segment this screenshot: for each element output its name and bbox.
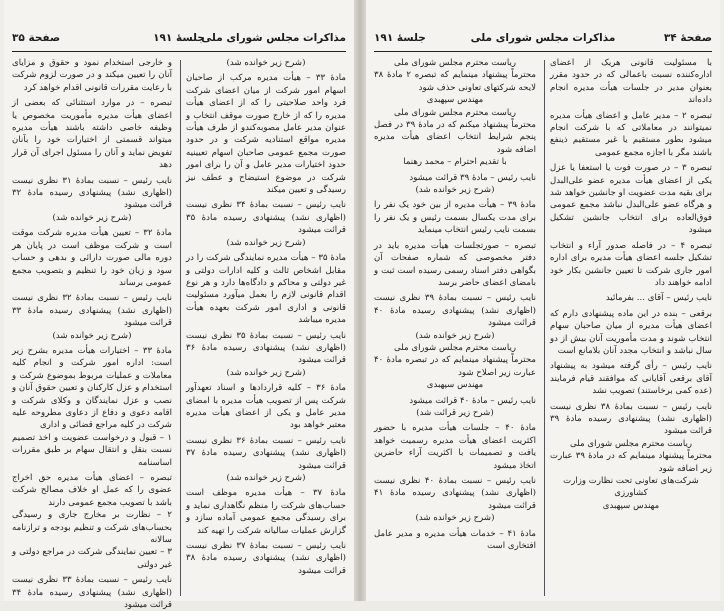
- paragraph: (شرح زیر خوانده شد): [415, 513, 495, 524]
- paragraph: (شرح زیر خوانده شد): [415, 330, 495, 341]
- paragraph: تبصره – اعضای هیأت مدیره حق اخراج عضوی را که عمل او خلاف مصالح شرکت باشد با تصویب مجمع عمومی دارند: [12, 473, 172, 508]
- right-page-number: صفحهٔ ۳۴: [663, 32, 712, 44]
- left-column-divider: [180, 60, 181, 596]
- left-page-column-1: [186, 57, 346, 597]
- paragraph: نایب رئیس – نسبت بمادهٔ ۳۳ نظری نیست (اظهاری نشد) پیشنهادی رسیده مادهٔ ۳۴ قرائت میشود: [12, 575, 172, 611]
- paragraph: و خارجی استخدام نمود و حقوق و مزایای آنان را تعیین میکند و در صورت لزوم شرکت با رعایت مقررات قانونی اقدام خواهد کرد: [12, 58, 172, 93]
- paragraph: ریاست محترم مجلس شورای ملی: [394, 342, 516, 353]
- paragraph: ۲ – نظارت بر مخارج جاری و رسیدگی بحساب‌های شرکت و تنظیم بودجه و ترازنامه سالانه: [12, 510, 172, 546]
- paragraph: تبصره – صورتجلسات هیأت مدیره باید در دفتر مخصوصی که شماره صفحات آن بگواهی دفتر اسناد رسمی رسیده است ثبت و بامضای اعضای حاضر برسد: [374, 240, 536, 288]
- paragraph: شرکت‌های تعاونی تحت نظارت وزارت کشاورزی: [563, 476, 699, 499]
- right-page-title: مذاکرات مجلس شورای ملی: [470, 32, 616, 44]
- paragraph: (شرح زیر خوانده شد): [415, 185, 495, 196]
- paragraph: تبصره ۲ – مدیر عامل و اعضای هیأت مدیره نمیتوانند در معاملاتی که با شرکت انجام میشود بطور مستقیم یا غیر مستقیم ذینفع باشند مگر با اجازه مجمع عمومی: [550, 110, 712, 158]
- paragraph: نایب رئیس – نسبت بمادهٔ ۳۸ نظری نیست (اظهاری نشد) پیشنهادی رسیده مادهٔ ۳۹ قرائت میشود: [550, 401, 712, 437]
- paragraph: مادهٔ ۳۷ – هیأت مدیره موظف است حساب‌های شرکت را منظم نگاهداری نماید و برای رسیدگی مجمع عمومی آماده سازد و گزارش عملیات سالیانه شرکت را تهیه کند: [186, 488, 346, 536]
- paragraph: محترماً پیشنهاد مینمایم که در تبصره مادهٔ ۴۰ عبارت زیر اصلاح شود: [374, 355, 536, 378]
- paragraph: محترماً پیشنهاد مینمایم که در مادهٔ ۳۹ عبارت زیر اضافه شود: [550, 451, 713, 474]
- paragraph: نایب رئیس – نسبت بمادهٔ ۳۶ نظری نیست (اظهاری نشد) پیشنهادی رسیده مادهٔ ۳۷ قرائت میشود: [186, 435, 346, 471]
- paragraph: برقعی – بنده در این ماده پیشنهادی دارم که اعضای هیأت مدیره از میان صاحبان سهام انتخاب شوند و مدت مأموریت آنان بیش از دو سال نباشد و انتخاب مجدد آنان بلامانع است: [550, 308, 712, 356]
- paragraph: (شرح زیر خوانده شد): [52, 330, 132, 341]
- left-page-title: مذاکرات مجلس شورای ملی: [201, 32, 346, 44]
- right-page-header: [374, 32, 712, 50]
- paragraph: نایب رئیس – نسبت بمادهٔ ۳۲ نظری نیست (اظهاری نشد) پیشنهادی رسیده مادهٔ ۳۳ قرائت میشود: [12, 293, 172, 329]
- paragraph: (شرح زیر خوانده شد): [52, 212, 132, 223]
- paragraph: با تقدیم احترام – محمد رهنما: [403, 157, 507, 168]
- paragraph: (شرح زیر خوانده شد): [226, 58, 306, 68]
- paragraph: مهندس سپهبدی: [602, 500, 660, 511]
- paragraph: (شرح زیر خوانده شد): [226, 473, 306, 483]
- paragraph: ۱ – قبول و درخواست عضویت و اخذ تصمیم نسبت بنقل و انتقال سهام بر طبق مقررات اساسنامه: [12, 432, 172, 468]
- paragraph: با مسئولیت قانونی هریک از اعضای اداره‌کننده نسبت باعمالی که در حدود مقرر بعنوان مدیر در جلسات هیأت مدیره انجام داده‌اند: [550, 58, 712, 106]
- paragraph: نایب رئیس – مادهٔ ۴۰ قرائت میشود: [409, 395, 536, 406]
- paragraph: تبصره ۴ – در فاصله صدور آراء و انتخاب تشکیل جلسه اعضای هیأت مدیره برای اداره امور جاری شرکت تا تعیین جانشین بکار خود ادامه خواهند داد: [550, 240, 712, 288]
- paragraph: مادهٔ ۳۳ – اختیارات هیأت مدیره بشرح زیر است: اداره امور شرکت و انجام کلیه معاملات و عملیات مربوط بموضوع شرکت و استخدام و عزل کارکنان و تعیین حقوق آنان و نصب و عزل نمایندگان و وکلای شرکت و اقامه دعوی و دفاع از دعاوی مطروحه علیه شرکت در کلیه مراجع قضائی و اداری: [12, 345, 172, 431]
- paragraph: (شرح زیر قرائت شد): [416, 407, 494, 418]
- paragraph: مادهٔ ۳۵ – هیأت مدیره نمایندگی شرکت را در مقابل اشخاص ثالث و کلیه ادارات دولتی و غیر دولتی و محاکم و دادگاه‌ها دارد و هر نوع اقدام قانونی لازم را بعمل میآورد مسئولیت قانونی و اداری امور شرکت بعهده هیأت مدیره میباشد: [186, 253, 346, 326]
- paragraph: ریاست محترم مجلس شورای ملی: [394, 58, 516, 68]
- paragraph: ریاست محترم مجلس شورای ملی: [570, 438, 692, 449]
- paragraph: نایب رئیس – رأی گرفته میشود به پیشنهاد آقای برقعی آقایانی که موافقند قیام فرمایند (عده کمی برخاستند) تصویب نشد: [550, 361, 712, 397]
- left-page-session: جلسهٔ ۱۹۱: [153, 32, 205, 44]
- paragraph: ریاست محترم مجلس شورای ملی: [394, 107, 516, 118]
- paragraph: مادهٔ ۳۲ – تعیین هیأت مدیره شرکت موقت است و شرکت موظف است در پایان هر دوره مالی صورت دارائی و بدهی و حساب سود و زیان خود را تنظیم و بتصویب مجمع عمومی برساند: [12, 228, 172, 288]
- paragraph: (شرح زیر خوانده شد): [226, 367, 306, 378]
- paragraph: نایب رئیس – مادهٔ ۳۹ قرائت میشود: [409, 172, 536, 183]
- left-header-rule: [12, 51, 346, 52]
- paragraph: نایب رئیس – نسبت بمادهٔ ۳۵ نظری نیست (اظهاری نشد) پیشنهادی رسیده مادهٔ ۳۶ قرائت میشود: [186, 330, 346, 366]
- paragraph: تبصره ۳ – در صورت فوت یا استعفا یا عزل یکی از اعضای هیأت مدیره عضو علی‌البدل برای بقیه مدت عضویت او جانشین خواهد شد و هرگاه عضو علی‌البدل نباشد مجمع عمومی فوق‌العاده برای انتخاب جانشین تشکیل میشود: [550, 163, 712, 236]
- right-page-column-2: [374, 57, 536, 597]
- paragraph: مادهٔ ۳۹ – هیأت مدیره از بین خود یک نفر را برای مدت یکسال بسمت رئیس و یک نفر را بسمت نایب رئیس انتخاب مینماید: [374, 200, 536, 236]
- right-page: [366, 0, 720, 601]
- paragraph: مادهٔ ۳۶ – کلیه قراردادها و اسناد تعهدآور شرکت پس از تصویب هیأت مدیره با امضای مدیر عامل و یکی از اعضای هیأت مدیره معتبر خواهد بود: [186, 383, 346, 431]
- right-page-column-1: [550, 57, 712, 597]
- paragraph: مادهٔ ۴۰ – جلسات هیأت مدیره با حضور اکثریت اعضای هیأت مدیره رسمیت خواهد یافت و تصمیمات با اکثریت آراء حاضرین اتخاذ میشود: [374, 423, 536, 471]
- paragraph: محترماً پیشنهاد مینمایم که تبصره ۲ مادهٔ ۳۸ لایحه شرکتهای تعاونی حذف شود: [374, 70, 537, 93]
- right-header-rule: [374, 51, 712, 52]
- book-gutter: [354, 0, 366, 601]
- paragraph: مادهٔ ۳۳ – هیأت مدیره مرکب از صاحبان اسهام امور شرکت از میان اعضای شرکت فرد واحد صلاحیتی را که از اعضای هیأت مدیره را که از خارج صورت موقف انتخاب و عنوان مدیر عامل مصوبه‌کندو از طرف هیأت مدیره مواقع استنادیه شرکت و در حدود صورت مجمع عمومی صاحبان اسهام تعیینیه حدود اختیارات مدیر عامل و آن را برای امور شرکت در موضوع استیضاح و عطف نیز رسیدگی و تعیین میکند: [186, 73, 346, 196]
- paragraph: ۳ – تعیین نمایندگی شرکت در مراجع دولتی و غیر دولتی: [12, 547, 172, 570]
- left-page: [4, 0, 354, 611]
- paragraph: نایب رئیس – نسبت بمادهٔ ۳۱ نظری نیست (اظهاری نشد) پیشنهادی رسیده مادهٔ ۳۲ قرائت میشود: [12, 175, 172, 211]
- paragraph: مهندس سپهبدی: [426, 95, 484, 106]
- paragraph: نایب رئیس – نسبت بمادهٔ ۴۰ نظری نیست (اظهاری نشد) پیشنهادی رسیده مادهٔ ۴۱ قرائت میشود: [374, 476, 536, 511]
- left-page-column-2: [12, 57, 172, 611]
- paragraph: مادهٔ ۴۱ – خدمات هیأت مدیره و مدیر عامل افتخاری است: [374, 528, 536, 552]
- left-page-number: صفحة ۳۵: [12, 32, 61, 44]
- paragraph: (شرح زیر خوانده شد): [226, 237, 306, 248]
- left-page-header: [12, 32, 346, 50]
- paragraph: نایب رئیس – نسبت بمادهٔ ۳۴ نظری نیست (اظهاری نشد) پیشنهادی رسیده مادهٔ ۳۵ قرائت میشود: [186, 200, 346, 236]
- paragraph: نایب رئیس – نسبت بمادهٔ ۳۷ نظری نیست (اظهاری نشد) پیشنهادی رسیده مادهٔ ۳۸ قرائت میشود: [186, 541, 346, 576]
- paragraph: نایب رئیس – آقای ... بفرمائید: [605, 293, 712, 304]
- paragraph: تبصره – در موارد استثنائی که بعضی از اعضای هیأت مدیره مأموریت مخصوص یا وظیفه خاصی داشته باشند هیأت مدیره میتواند قسمتی از اختیارات خود را بآنان تفویض نماید و آنان را مسئول اجرای آن قرار دهد: [12, 98, 172, 171]
- paragraph: محترماً پیشنهاد میکنم که در مادهٔ ۳۹ در فصل پنجم شرایط انتخاب اعضای هیأت مدیره اضافه شود: [374, 120, 536, 155]
- paragraph: نایب رئیس – نسبت بمادهٔ ۳۹ نظری نیست (اظهاری نشد) پیشنهادی رسیده مادهٔ ۴۰ قرائت میشود: [374, 293, 536, 329]
- paragraph: مهندس سپهبدی: [426, 380, 484, 391]
- right-column-divider: [544, 60, 545, 596]
- right-page-session: جلسهٔ ۱۹۱: [374, 32, 426, 44]
